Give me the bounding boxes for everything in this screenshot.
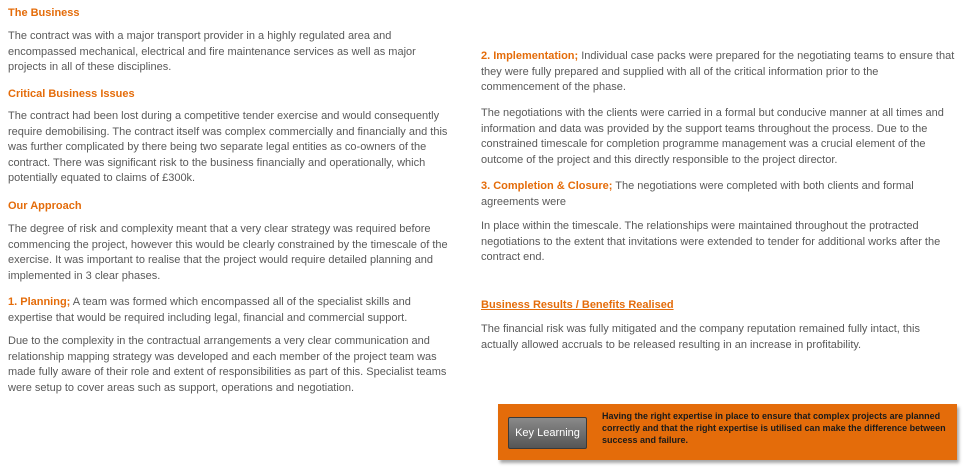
- implementation-paragraph: [481, 49, 956, 96]
- planning-paragraph: [8, 295, 448, 326]
- approach-text: The degree of risk and complexity meant that a very clear strategy was required before commencing the project, however this would be clearly constrained by the timescale of the exercise. It was important to realise that the project would require detailed planning and implemented in 3 clear phases.: [8, 223, 448, 282]
- negotiations-text: The negotiations with the clients were carried in a formal but conducive manner at all times and information and data was provided by the support teams throughout the process. Due to the constrained timescale for completion programme management was a crucial element of the outcome of the project and this directly responsible to the project director.: [481, 107, 944, 166]
- issues-text: The contract had been lost during a competitive tender exercise and would consequently require demobilising. The contract itself was complex commercially and financially and this was further complicated by there being two separate legal entities as co-owners of the contract. There was significant risk to the business financially and operationally, which potentially equated to claims of £300k.: [8, 110, 448, 184]
- approach-heading: Our Approach: [8, 200, 82, 212]
- issues-heading: Critical Business Issues: [8, 88, 135, 100]
- implementation-text: Individual case packs were prepared for the negotiating teams to ensure that they were fully prepared and supplied with all of the critical information prior to the commencement of the phase.: [481, 50, 955, 93]
- completion-paragraph: [481, 179, 941, 210]
- complexity-text: Due to the complexity in the contractual arrangements a very clear communication and relationship mapping strategy was developed and each member of the project team was made fully aware of their role and extent of responsibilities as part of this. Specialist teams were setup to cover areas such as support, operations and negotiation.: [8, 335, 447, 394]
- business-text: The contract was with a major transport provider in a highly regulated area and encompassed mechanical, electrical and fire maintenance services as well as major projects in all of these disciplines.: [8, 30, 416, 73]
- implementation-label: 2. Implementation;: [481, 50, 579, 62]
- key-learning-panel: [498, 404, 957, 460]
- planning-label: 1. Planning;: [8, 296, 71, 308]
- results-text: The financial risk was fully mitigated and the company reputation remained fully intact, this actually allowed accruals to be released resulting in an increase in profitability.: [481, 323, 920, 351]
- timescale-text: In place within the timescale. The relationships were maintained throughout the protracted negotiations to the extent that invitations were extended to tender for additional works after the contract end.: [481, 220, 941, 263]
- results-heading: Business Results / Benefits Realised: [481, 299, 674, 311]
- completion-text: The negotiations were completed with both clients and formal agreements were: [481, 180, 914, 208]
- business-heading: The Business: [8, 7, 80, 19]
- completion-label: 3. Completion & Closure;: [481, 180, 613, 192]
- planning-text: A team was formed which encompassed all of the specialist skills and expertise that would be required including legal, financial and commercial support.: [8, 296, 411, 324]
- key-learning-button[interactable]: Key Learning: [508, 417, 587, 449]
- key-learning-text: Having the right expertise in place to ensure that complex projects are planned correctly and that the right expertise is utilised can make the difference between success and failure.: [602, 411, 946, 445]
